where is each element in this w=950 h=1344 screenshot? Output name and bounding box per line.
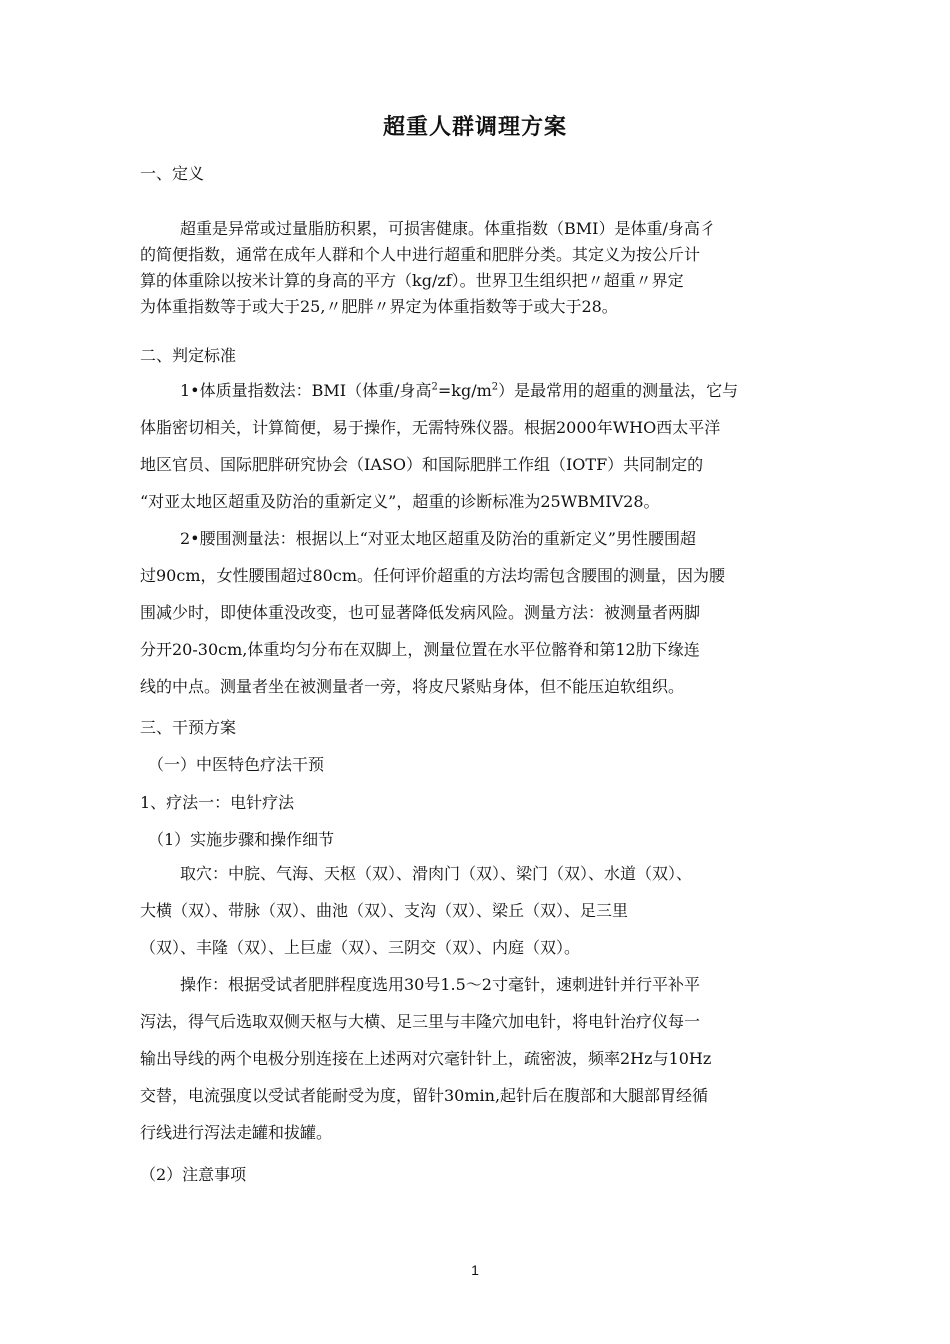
text-line: 过90cm，女性腰围超过80cm。任何评价超重的方法均需包含腰围的测量，因为腰 xyxy=(140,566,725,585)
bmi-paragraph xyxy=(140,372,820,520)
document-title: 超重人群调理方案 xyxy=(382,114,567,140)
text-line: 大横（双）、带脉（双）、曲池（双）、支沟（双）、梁丘（双）、足三里 xyxy=(140,901,629,920)
text-line: 超重是异常或过量脂肪积累，可损害健康。体重指数（BMI）是体重/身高彳 xyxy=(180,219,716,238)
text-line: 分开20-30cm,体重均匀分布在双脚上，测量位置在水平位髂脊和第12肋下缘连 xyxy=(140,640,700,659)
text-segment: ）是最常用的超重的测量法，它与 xyxy=(498,381,739,400)
text-line: 取穴：中脘、气海、天枢（双）、滑肉门（双）、梁门（双）、水道（双）、 xyxy=(180,864,693,883)
waist-paragraph xyxy=(140,520,820,705)
text-segment: =kg/m xyxy=(437,381,492,400)
text-line: 线的中点。测量者坐在被测量者一旁，将皮尺紧贴身体，但不能压迫软组织。 xyxy=(140,677,685,696)
text-line: 泻法，得气后选取双侧天枢与大横、足三里与丰隆穴加电针，将电针治疗仪每一 xyxy=(140,1012,701,1031)
text-line: 的简便指数，通常在成年人群和个人中进行超重和肥胖分类。其定义为按公斤计 xyxy=(140,245,701,264)
text-line: （双）、丰隆（双）、上巨虚（双）、三阴交（双）、内庭（双）。 xyxy=(140,938,581,957)
subsection-tcm-therapy: （一）中医特色疗法干预 xyxy=(148,755,325,774)
operation-paragraph xyxy=(140,966,820,1151)
step-heading-procedure: （1）实施步骤和操作细节 xyxy=(148,830,335,849)
section-heading-intervention: 三、干预方案 xyxy=(140,718,237,737)
step-heading-precautions: （2）注意事项 xyxy=(140,1165,247,1184)
text-line: 围减少时，即使体重没改变，也可显著降低发病风险。测量方法：被测量者两脚 xyxy=(140,603,701,622)
text-line: 算的体重除以按米计算的身高的平方（kg/zf）。世界卫生组织把〃超重〃界定 xyxy=(140,271,684,290)
method-electroacupuncture: 1、疗法一：电针疗法 xyxy=(140,793,295,812)
text-line: 体脂密切相关，计算简便，易于操作，无需特殊仪器。根据2000年WHO西太平洋 xyxy=(140,418,721,437)
text-line: 2•腰围测量法：根据以上“对亚太地区超重及防治的重新定义”男性腰围超 xyxy=(180,529,696,548)
text-line: 地区官员、国际肥胖研究协会（IASO）和国际肥胖工作组（IOTF）共同制定的 xyxy=(140,455,704,474)
text-line: 操作：根据受试者肥胖程度选用30号1.5〜2寸毫针，速刺进针并行平补平 xyxy=(180,975,700,994)
superscript: 2 xyxy=(491,381,499,393)
superscript: 2 xyxy=(431,381,438,393)
page-number: 1 xyxy=(471,1262,479,1278)
text-line: 为体重指数等于或大于25,〃肥胖〃界定为体重指数等于或大于28。 xyxy=(140,297,618,316)
text-line: 交替，电流强度以受试者能耐受为度，留针30min,起针后在腹部和大腿部胃经循 xyxy=(140,1086,709,1105)
text-line xyxy=(140,372,820,409)
acupoints-paragraph xyxy=(140,855,840,966)
section-heading-criteria: 二、判定标准 xyxy=(140,346,237,365)
text-line: 行线进行泻法走罐和拔罐。 xyxy=(140,1123,333,1142)
text-line: 输出导线的两个电极分别连接在上述两对穴毫针针上，疏密波，频率2Hz与10Hz xyxy=(140,1049,712,1068)
text-line: “对亚太地区超重及防治的重新定义”，超重的诊断标准为25WBMIV28。 xyxy=(140,492,660,511)
section-heading-definition: 一、定义 xyxy=(140,164,205,183)
definition-paragraph xyxy=(140,216,820,320)
text-segment: 1•体质量指数法：BMI（体重/身高 xyxy=(180,381,432,400)
